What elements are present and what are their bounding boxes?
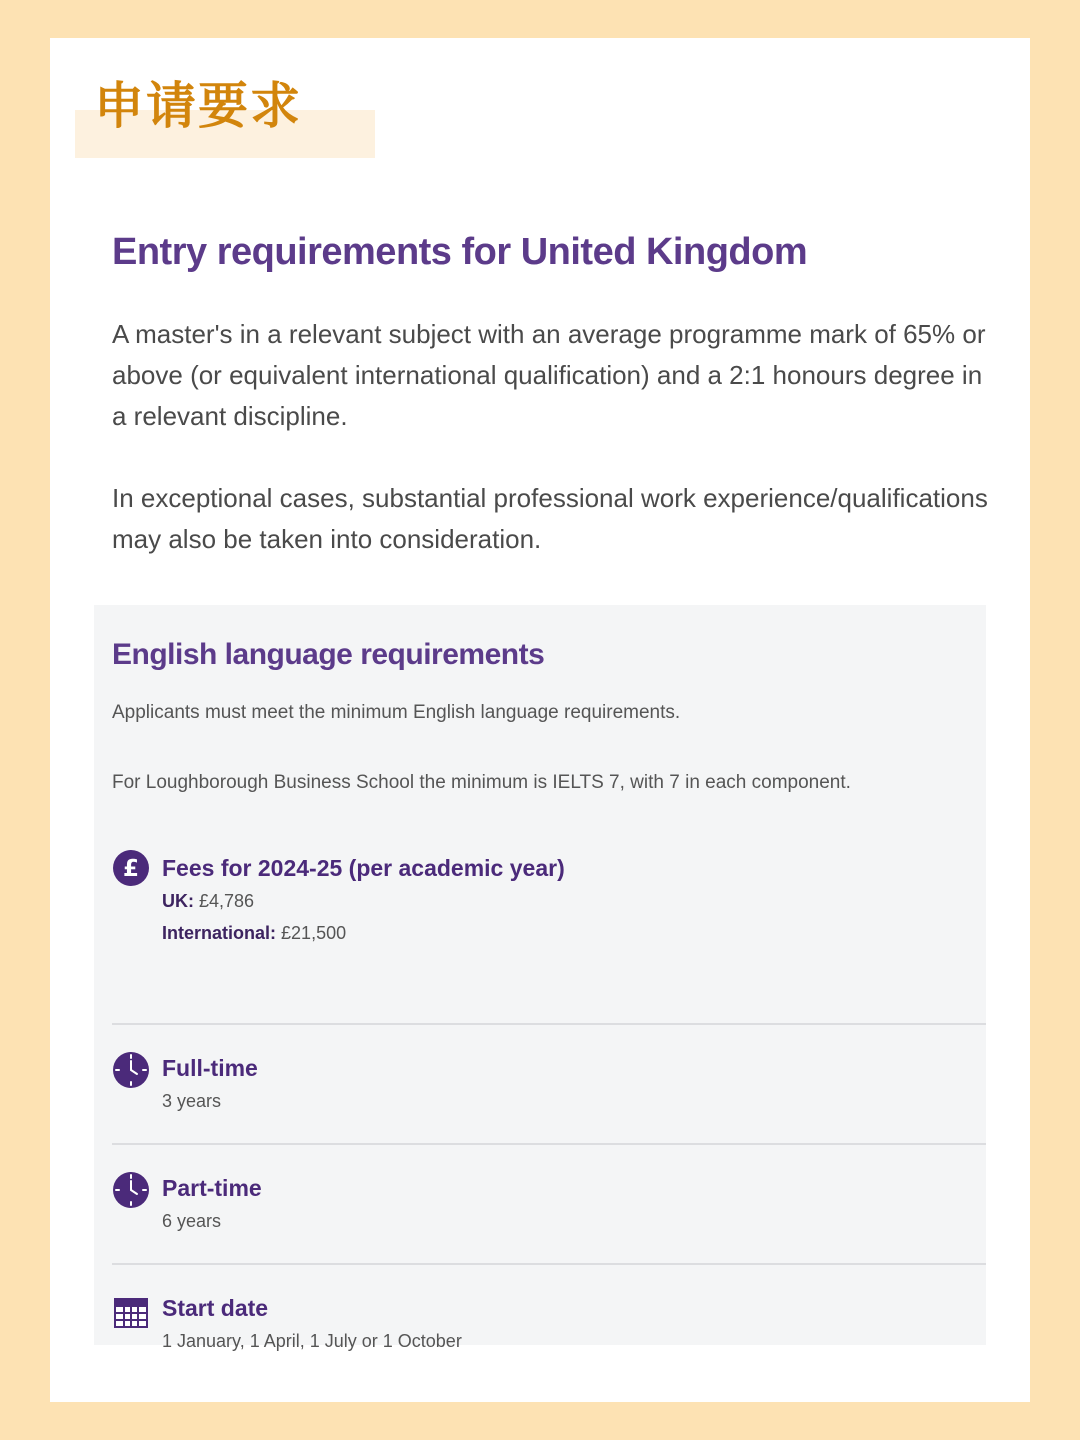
fees-title: Fees for 2024-25 (per academic year) (162, 855, 565, 881)
fulltime-title: Full-time (162, 1055, 258, 1081)
ielts-requirement-text: For Loughborough Business School the minimum is IELTS 7, with 7 in each component. (112, 772, 851, 793)
fees-uk-label: UK: (162, 891, 194, 911)
parttime-title: Part-time (162, 1175, 262, 1201)
entry-requirements-heading: Entry requirements for United Kingdom (112, 231, 808, 273)
divider (112, 1263, 986, 1265)
english-requirements-heading: English language requirements (112, 638, 545, 671)
content-card (50, 38, 1030, 1402)
fees-uk (162, 889, 254, 913)
clock-icon (112, 1051, 150, 1089)
clock-icon (112, 1171, 150, 1209)
divider (112, 1023, 986, 1025)
fees-item (112, 857, 986, 957)
start-date-value: 1 January, 1 April, 1 July or 1 October (162, 1331, 462, 1351)
fees-uk-value: £4,786 (199, 891, 255, 911)
fees-international (162, 921, 346, 945)
parttime-item (112, 1175, 986, 1241)
fulltime-item (112, 1055, 986, 1121)
banner-title: 申请要求 (94, 77, 302, 135)
fees-international-value: £21,500 (281, 923, 347, 943)
fees-international-label: International: (162, 923, 277, 943)
english-requirements-text: Applicants must meet the minimum English language requirements. (112, 702, 681, 723)
parttime-duration: 6 years (162, 1211, 222, 1231)
entry-requirements-paragraph: A master's in a relevant subject with an average programme mark of 65% or above (or equivalent international qualification) and a 2:1 honours degree in a relevant discipline. (112, 319, 986, 431)
exceptional-cases-paragraph: In exceptional cases, substantial professional work experience/qualifications may also be taken into consideration. (112, 483, 988, 554)
calendar-icon (112, 1293, 150, 1331)
requirements-panel (94, 605, 986, 1351)
start-date-item (112, 1295, 986, 1361)
start-date-title: Start date (162, 1295, 269, 1321)
svg-text:£: £ (122, 856, 140, 882)
divider (112, 1143, 986, 1145)
fulltime-duration: 3 years (162, 1091, 222, 1111)
pound-icon (112, 849, 150, 887)
